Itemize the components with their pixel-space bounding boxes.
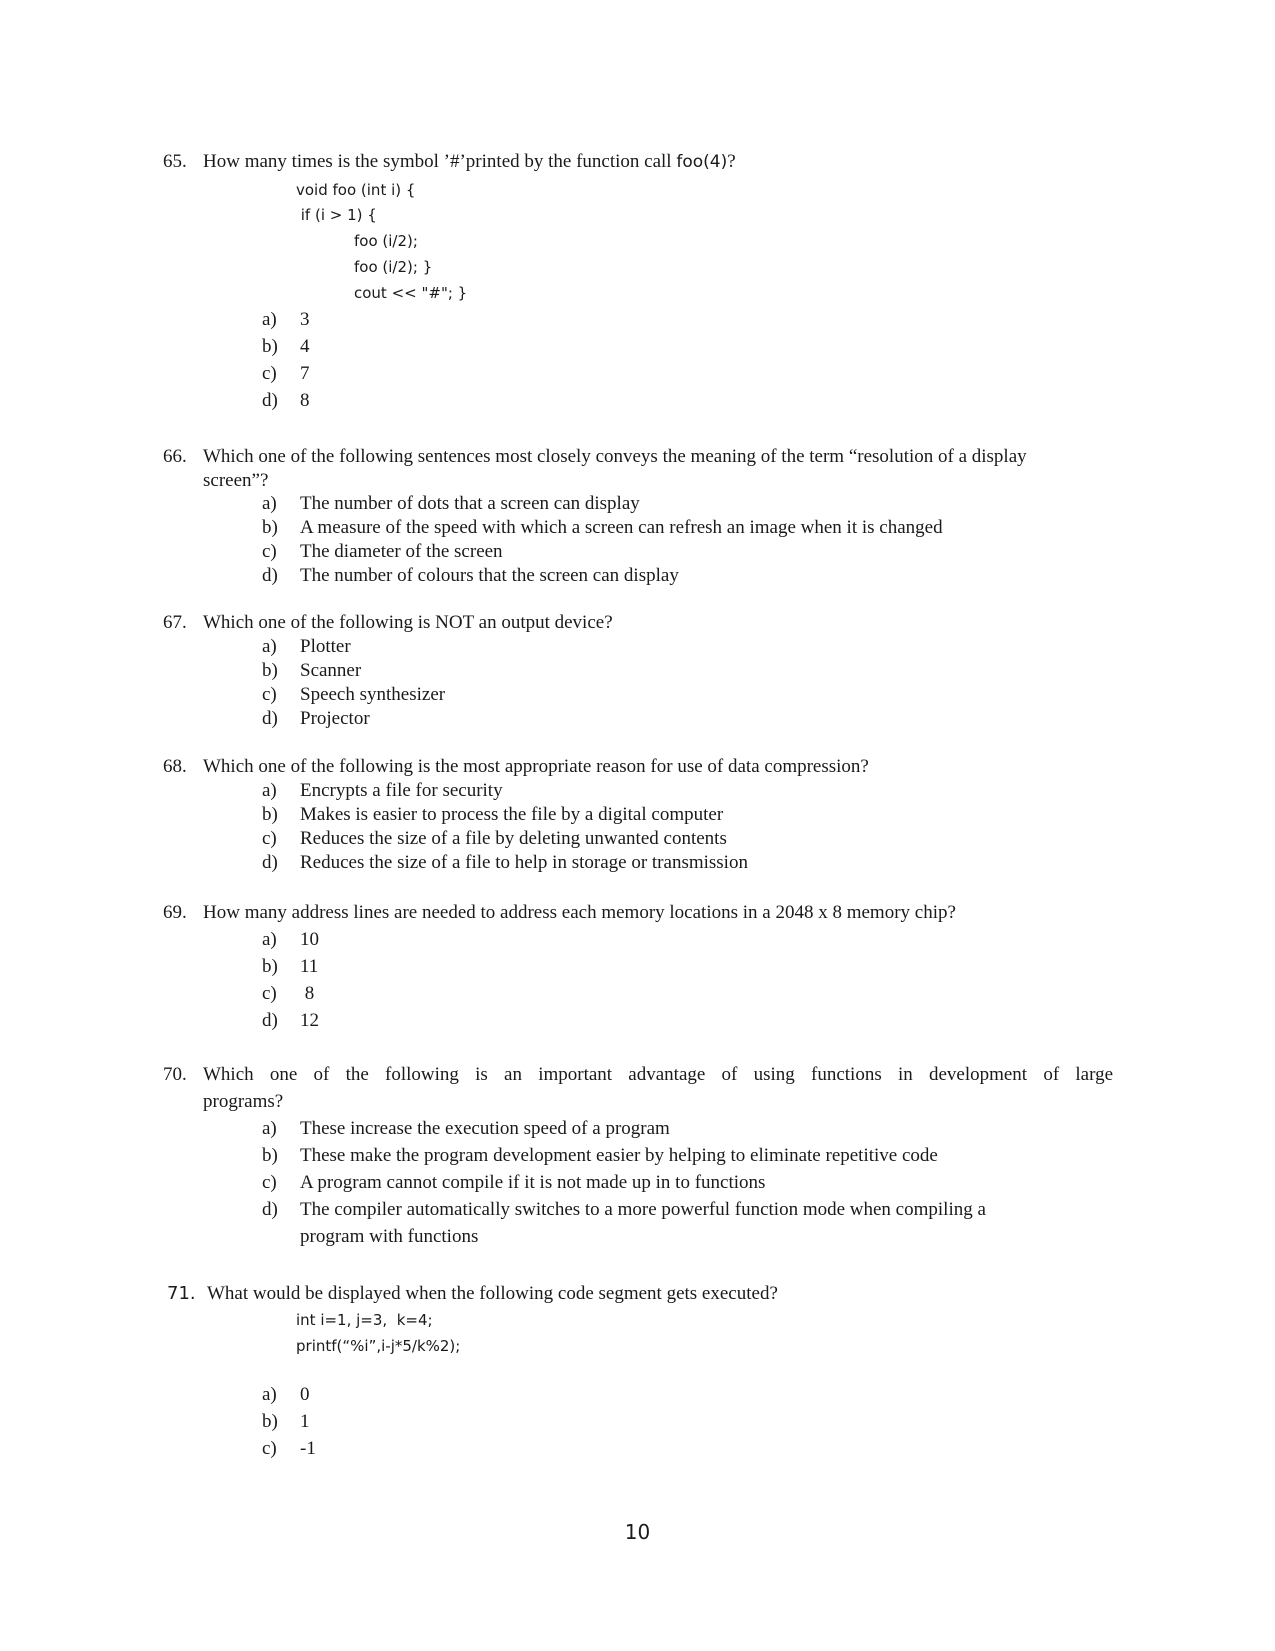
option-text: These make the program development easier by helping to eliminate repetitive code xyxy=(300,1145,938,1166)
option-label: b) xyxy=(262,660,278,681)
option-text: 1 xyxy=(300,1411,310,1432)
option-text: Reduces the size of a file by deleting unwanted contents xyxy=(300,828,727,849)
question-text xyxy=(203,150,1113,174)
question-number: 65. xyxy=(163,151,187,172)
option-text: Reduces the size of a file to help in storage or transmission xyxy=(300,852,748,873)
question-number: 69. xyxy=(163,902,187,923)
option-label: a) xyxy=(262,493,277,514)
option-text: Plotter xyxy=(300,636,351,657)
option-text: A measure of the speed with which a screen can refresh an image when it is changed xyxy=(300,517,943,538)
option-label: d) xyxy=(262,1010,278,1031)
question-text: Which one of the following is NOT an output device? xyxy=(203,612,613,633)
option-text: These increase the execution speed of a program xyxy=(300,1118,670,1139)
option-label: a) xyxy=(262,929,277,950)
option-text: A program cannot compile if it is not made up in to functions xyxy=(300,1172,766,1193)
option-label: a) xyxy=(262,636,277,657)
inline-code: foo(4) xyxy=(676,152,728,172)
question-text: Which one of the following is an important advantage of using functions in development of large xyxy=(203,1064,1113,1085)
option-label: d) xyxy=(262,565,278,586)
option-text: program with functions xyxy=(300,1226,479,1247)
question-text-part: How many times is the symbol ’#’printed by the function call xyxy=(203,151,677,172)
page-number: 10 xyxy=(624,1520,651,1544)
question-text: Which one of the following is the most appropriate reason for use of data compression? xyxy=(203,756,869,777)
question-number: 67. xyxy=(163,612,187,633)
option-text: 0 xyxy=(300,1384,310,1405)
option-label: b) xyxy=(262,336,278,357)
question-text: screen”? xyxy=(203,470,269,491)
option-label: c) xyxy=(262,363,277,384)
question-number: 71. xyxy=(167,1283,196,1304)
option-text: Scanner xyxy=(300,660,362,681)
option-text: 8 xyxy=(300,983,315,1004)
option-label: c) xyxy=(262,983,277,1004)
option-text: Makes is easier to process the file by a digital computer xyxy=(300,804,724,825)
option-label: c) xyxy=(262,1438,277,1459)
option-text: 3 xyxy=(300,309,310,330)
option-text: 8 xyxy=(300,390,310,411)
option-text: 4 xyxy=(300,336,310,357)
option-label: b) xyxy=(262,804,278,825)
option-text: 12 xyxy=(300,1010,319,1031)
code-line: foo (i/2); xyxy=(354,232,418,250)
option-label: b) xyxy=(262,1145,278,1166)
option-text: The number of colours that the screen can display xyxy=(300,565,679,586)
option-text: -1 xyxy=(300,1438,316,1459)
option-label: b) xyxy=(262,1411,278,1432)
option-text: 11 xyxy=(300,956,319,977)
option-label: d) xyxy=(262,390,278,411)
option-label: c) xyxy=(262,541,277,562)
option-label: c) xyxy=(262,828,277,849)
code-line: cout << "#"; } xyxy=(354,284,468,302)
question-text: programs? xyxy=(203,1091,284,1112)
option-label: d) xyxy=(262,852,278,873)
option-label: d) xyxy=(262,1199,278,1220)
option-text: The number of dots that a screen can display xyxy=(300,493,640,514)
code-line: int i=1, j=3, k=4; xyxy=(296,1311,433,1329)
question-number: 68. xyxy=(163,756,187,777)
code-line: foo (i/2); } xyxy=(354,258,433,276)
option-text: Encrypts a file for security xyxy=(300,780,503,801)
option-label: a) xyxy=(262,1384,277,1405)
option-text: Projector xyxy=(300,708,370,729)
question-text-part: ? xyxy=(727,151,736,172)
question-number: 66. xyxy=(163,446,187,467)
question-number: 70. xyxy=(163,1064,187,1085)
option-label: c) xyxy=(262,684,277,705)
option-label: a) xyxy=(262,780,277,801)
option-label: c) xyxy=(262,1172,277,1193)
option-text: 10 xyxy=(300,929,319,950)
option-label: d) xyxy=(262,708,278,729)
question-text: What would be displayed when the following code segment gets executed? xyxy=(207,1283,778,1304)
option-text: Speech synthesizer xyxy=(300,684,446,705)
option-label: a) xyxy=(262,1118,277,1139)
code-line: void foo (int i) { xyxy=(296,181,416,199)
option-label: b) xyxy=(262,956,278,977)
code-line: if (i > 1) { xyxy=(296,206,377,224)
option-label: a) xyxy=(262,309,277,330)
option-label: b) xyxy=(262,517,278,538)
option-text: The compiler automatically switches to a more powerful function mode when compiling a xyxy=(300,1199,986,1220)
code-line: printf(“%i”,i-j*5/k%2); xyxy=(296,1337,461,1355)
option-text: The diameter of the screen xyxy=(300,541,503,562)
question-text: How many address lines are needed to address each memory locations in a 2048 x 8 memory chip? xyxy=(203,902,956,923)
question-text: Which one of the following sentences most closely conveys the meaning of the term “resolution of a display xyxy=(203,446,1027,467)
option-text: 7 xyxy=(300,363,310,384)
